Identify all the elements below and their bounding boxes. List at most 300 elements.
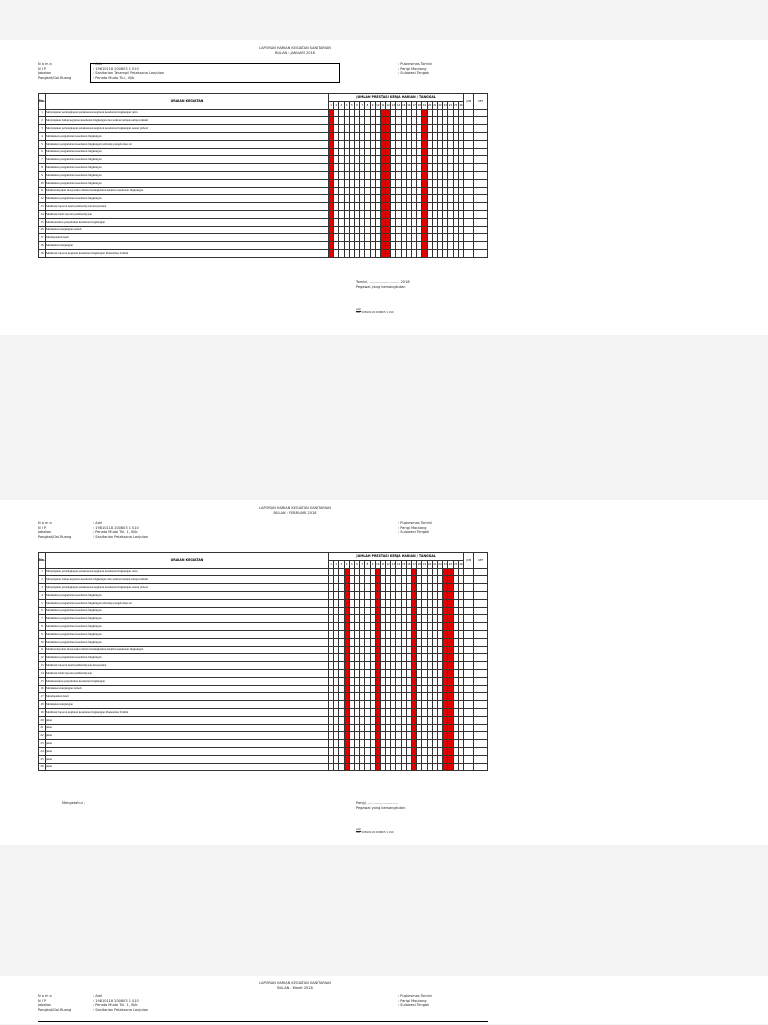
row-total bbox=[464, 677, 474, 685]
row-number: 1 bbox=[39, 568, 46, 576]
day-header: 16 bbox=[406, 101, 411, 109]
employee-info: N a m a : Adri N I P : 19810118 200803 1 010 Jabatan : Sanitarian Terampil Pelaksana Lanjutan Pangkat/Gol.Ruang : Penata Muda Tk.I, III/b bbox=[38, 62, 165, 80]
row-activity: Melaksanakan penyuluhan kesehatan lingkungan bbox=[46, 218, 329, 226]
day-header: 17 bbox=[412, 101, 417, 109]
table-row bbox=[39, 164, 488, 172]
row-activity: piket bbox=[46, 732, 329, 740]
row-note bbox=[474, 195, 488, 203]
row-number: 4 bbox=[39, 132, 46, 140]
row-number: 5 bbox=[39, 140, 46, 148]
day-header: 19 bbox=[422, 101, 427, 109]
row-number: 8 bbox=[39, 164, 46, 172]
table-row bbox=[39, 195, 488, 203]
row-note bbox=[474, 125, 488, 133]
row-note bbox=[474, 568, 488, 576]
table-row bbox=[39, 187, 488, 195]
day-header: 10 bbox=[375, 560, 380, 568]
day-header: 13 bbox=[391, 560, 396, 568]
row-note bbox=[474, 724, 488, 732]
col-jml-header: JUM bbox=[464, 553, 474, 569]
table-row bbox=[39, 568, 488, 576]
row-number: 11 bbox=[39, 646, 46, 654]
day-header: 10 bbox=[375, 101, 380, 109]
report-title: LAPORAN HARIAN KEGIATAN SANITARIAN BULAN : JANUARI 2018 bbox=[259, 46, 331, 55]
row-note bbox=[474, 140, 488, 148]
row-note bbox=[474, 132, 488, 140]
row-total bbox=[464, 615, 474, 623]
row-note bbox=[474, 117, 488, 125]
row-note bbox=[474, 615, 488, 623]
table-row bbox=[39, 210, 488, 218]
row-total bbox=[464, 630, 474, 638]
row-number: 19 bbox=[39, 708, 46, 716]
row-note bbox=[474, 763, 488, 771]
row-total bbox=[464, 576, 474, 584]
day-header: 9 bbox=[370, 101, 375, 109]
row-number: 5 bbox=[39, 599, 46, 607]
row-number: 11 bbox=[39, 187, 46, 195]
day-header: 5 bbox=[349, 560, 354, 568]
row-note bbox=[474, 607, 488, 615]
row-activity: Melakukan pengamatan kesehatan lingkungan bbox=[46, 630, 329, 638]
row-note bbox=[474, 701, 488, 709]
employee-info: N a m a : Adri N I P : 19810118 200803 1 010 Jabatan : Penata Muda Tkl. 1, III/b Pangkat/Gol.Ruang : Sanitarian Pelaksana Lanjutan bbox=[38, 521, 149, 539]
row-note bbox=[474, 623, 488, 631]
row-activity: Menyiapkan bahan kegiatan kesehatan lingkungan dan sanitasi tempat-tempat umum bbox=[46, 117, 329, 125]
row-total bbox=[464, 693, 474, 701]
row-activity: piket bbox=[46, 724, 329, 732]
row-total bbox=[464, 171, 474, 179]
row-total bbox=[464, 164, 474, 172]
row-activity: Membuat laporan hasil pemberdayaan masyarakat bbox=[46, 203, 329, 211]
day-header: 13 bbox=[391, 101, 396, 109]
table-row bbox=[39, 156, 488, 164]
row-activity: Melakukan pengamatan kesehatan lingkungan bbox=[46, 638, 329, 646]
day-header: 2 bbox=[334, 560, 339, 568]
row-total bbox=[464, 187, 474, 195]
row-note bbox=[474, 148, 488, 156]
row-number: 8 bbox=[39, 623, 46, 631]
day-header: 14 bbox=[396, 101, 401, 109]
row-note bbox=[474, 187, 488, 195]
activity-table bbox=[38, 93, 488, 258]
row-activity: Melakukan pengamatan kesehatan lingkungan terhadap pengelolaan air bbox=[46, 599, 329, 607]
row-activity: Melakukan pengamatan kesehatan lingkungan bbox=[46, 615, 329, 623]
row-number: 13 bbox=[39, 662, 46, 670]
table-header-row bbox=[39, 94, 488, 102]
footer-right: Tomini, ........................... 2018 Pegawai yang bersangkutan bbox=[356, 280, 410, 289]
row-total bbox=[464, 763, 474, 771]
table-row bbox=[39, 584, 488, 592]
row-activity: Menyiapkan perlengkapan pelaksanaan kegiatan kesehatan lingkungan sesuai jadwal bbox=[46, 584, 329, 592]
table-row bbox=[39, 226, 488, 234]
row-activity: Melakukan pengamatan kesehatan lingkungan bbox=[46, 171, 329, 179]
row-activity: Melakukan pengamatan kesehatan lingkungan bbox=[46, 591, 329, 599]
row-activity: Melakukan pengamatan kesehatan lingkungan bbox=[46, 156, 329, 164]
row-note bbox=[474, 708, 488, 716]
row-total bbox=[464, 140, 474, 148]
day-header: 23 bbox=[443, 101, 448, 109]
row-note bbox=[474, 654, 488, 662]
day-header: 11 bbox=[380, 560, 385, 568]
row-number: 18 bbox=[39, 701, 46, 709]
table-row bbox=[39, 109, 488, 117]
row-total bbox=[464, 249, 474, 257]
row-total bbox=[464, 740, 474, 748]
table-row bbox=[39, 740, 488, 748]
row-number: 15 bbox=[39, 677, 46, 685]
row-total bbox=[464, 203, 474, 211]
day-header: 19 bbox=[422, 560, 427, 568]
row-activity: Melakukan kunjungan bbox=[46, 242, 329, 250]
row-note bbox=[474, 599, 488, 607]
table-row bbox=[39, 203, 488, 211]
day-header: 1 bbox=[329, 101, 334, 109]
row-note bbox=[474, 646, 488, 654]
table-row bbox=[39, 708, 488, 716]
day-header: 4 bbox=[344, 101, 349, 109]
row-note bbox=[474, 638, 488, 646]
row-number: 3 bbox=[39, 584, 46, 592]
day-header: 14 bbox=[396, 560, 401, 568]
row-number: 4 bbox=[39, 591, 46, 599]
row-activity: Membuat hasil laporan pemberdayaan bbox=[46, 210, 329, 218]
day-header: 2 bbox=[334, 101, 339, 109]
row-activity: piket bbox=[46, 763, 329, 771]
row-total bbox=[464, 623, 474, 631]
table-row bbox=[39, 132, 488, 140]
col-no-header: No. bbox=[39, 553, 46, 569]
day-header: 8 bbox=[365, 560, 370, 568]
row-activity: Melakukan kunjungan rumah bbox=[46, 685, 329, 693]
row-note bbox=[474, 210, 488, 218]
day-header: 15 bbox=[401, 560, 406, 568]
row-total bbox=[464, 195, 474, 203]
day-header: 21 bbox=[432, 101, 437, 109]
col-jumlah-header: JUMLAH PRESTASI KERJA HARIAN / TANGGAL bbox=[329, 553, 464, 561]
table-row bbox=[39, 747, 488, 755]
row-activity: Melakukan pengamatan kesehatan lingkungan bbox=[46, 179, 329, 187]
row-activity: piket bbox=[46, 716, 329, 724]
location-info: : Puskesmas Tomini : Parigi Moutong : Sulawesi Tengah bbox=[398, 62, 433, 76]
row-note bbox=[474, 755, 488, 763]
day-header: 25 bbox=[453, 101, 458, 109]
row-activity: Menyiapkan perlengkapan pelaksanaan kegiatan kesehatan lingkungan rutin bbox=[46, 568, 329, 576]
table-row bbox=[39, 685, 488, 693]
table-row bbox=[39, 234, 488, 242]
row-activity: Memberdayakan masyarakat dalam meningkatkan kualitas kesehatan lingkungan bbox=[46, 646, 329, 654]
table-row bbox=[39, 623, 488, 631]
row-number: 21 bbox=[39, 724, 46, 732]
table-row bbox=[39, 179, 488, 187]
employee-signature: Adri NIP. 19810118 200803 1 010 bbox=[356, 828, 394, 835]
table-row bbox=[39, 242, 488, 250]
row-number: 3 bbox=[39, 125, 46, 133]
row-number: 12 bbox=[39, 654, 46, 662]
day-header: 22 bbox=[437, 560, 442, 568]
row-activity: Melakukan kunjungan bbox=[46, 701, 329, 709]
day-header: 21 bbox=[432, 560, 437, 568]
day-header: 3 bbox=[339, 560, 344, 568]
row-note bbox=[474, 234, 488, 242]
table-row bbox=[39, 630, 488, 638]
report-page-january-footer bbox=[0, 275, 768, 335]
row-activity: Melakukan pengamatan kesehatan lingkungan terhadap pengelolaan air bbox=[46, 140, 329, 148]
day-header: 18 bbox=[417, 101, 422, 109]
day-header: 11 bbox=[380, 101, 385, 109]
day-header: 24 bbox=[448, 560, 453, 568]
row-total bbox=[464, 685, 474, 693]
row-note bbox=[474, 218, 488, 226]
table-row bbox=[39, 591, 488, 599]
row-note bbox=[474, 156, 488, 164]
table-row bbox=[39, 755, 488, 763]
report-title: LAPORAN HARIAN KEGIATAN SANITARIAN BULAN : FEBRUARI 2018 bbox=[259, 506, 331, 515]
report-page-january bbox=[0, 40, 768, 275]
table-row bbox=[39, 701, 488, 709]
row-number: 9 bbox=[39, 630, 46, 638]
row-total bbox=[464, 701, 474, 709]
row-number: 9 bbox=[39, 171, 46, 179]
table-row bbox=[39, 140, 488, 148]
table-row bbox=[39, 576, 488, 584]
row-activity: Membuat hasil laporan pemberdayaan bbox=[46, 669, 329, 677]
row-total bbox=[464, 669, 474, 677]
col-uraian-header: URAIAN KEGIATAN bbox=[46, 553, 329, 569]
row-number: 13 bbox=[39, 203, 46, 211]
location-info: : Puskesmas Tomini : Parigi Moutong : Sulawesi Tengah bbox=[398, 521, 433, 535]
table-row bbox=[39, 724, 488, 732]
day-header: 26 bbox=[458, 101, 464, 109]
row-total bbox=[464, 132, 474, 140]
row-number: 2 bbox=[39, 117, 46, 125]
row-activity: piket bbox=[46, 747, 329, 755]
row-total bbox=[464, 708, 474, 716]
location-info: : Puskesmas Tomini : Parigi Moutong : Sulawesi Tengah bbox=[398, 994, 433, 1008]
day-header: 12 bbox=[386, 560, 391, 568]
row-note bbox=[474, 732, 488, 740]
row-number: 17 bbox=[39, 234, 46, 242]
row-number: 6 bbox=[39, 607, 46, 615]
row-number: 23 bbox=[39, 740, 46, 748]
row-number: 6 bbox=[39, 148, 46, 156]
table-row bbox=[39, 218, 488, 226]
table-row bbox=[39, 249, 488, 257]
row-note bbox=[474, 693, 488, 701]
col-jumlah-header: JUMLAH PRESTASI KERJA HARIAN / TANGGAL bbox=[329, 94, 464, 102]
day-header: 6 bbox=[354, 101, 359, 109]
row-activity: Melakukan pengamatan kesehatan lingkungan bbox=[46, 654, 329, 662]
row-activity: Mendapatkan hasil bbox=[46, 693, 329, 701]
table-row bbox=[39, 669, 488, 677]
row-total bbox=[464, 747, 474, 755]
row-number: 14 bbox=[39, 669, 46, 677]
day-header: 26 bbox=[458, 560, 464, 568]
employee-info: N a m a : Adri N I P : 19810118 200803 1 010 Jabatan : Penata Muda Tkl. 1, III/b Pangkat/Gol.Ruang : Sanitarian Pelaksana Lanjutan bbox=[38, 994, 149, 1012]
footer-right: Parigi, ........................... Pegawai yang bersangkutan bbox=[356, 801, 406, 810]
table-header-row bbox=[39, 553, 488, 561]
row-activity: Membuat laporan kegiatan kesehatan lingkungan Puskesmas Tomini bbox=[46, 249, 329, 257]
info-box bbox=[90, 63, 340, 83]
row-number: 10 bbox=[39, 179, 46, 187]
row-note bbox=[474, 249, 488, 257]
row-note bbox=[474, 576, 488, 584]
row-total bbox=[464, 218, 474, 226]
row-total bbox=[464, 716, 474, 724]
row-activity: Melakukan pengamatan kesehatan lingkungan bbox=[46, 195, 329, 203]
row-number: 14 bbox=[39, 210, 46, 218]
row-total bbox=[464, 109, 474, 117]
day-header: 16 bbox=[406, 560, 411, 568]
row-activity: Membuat laporan kegiatan kesehatan lingkungan Puskesmas Tomini bbox=[46, 708, 329, 716]
row-note bbox=[474, 630, 488, 638]
row-note bbox=[474, 669, 488, 677]
row-note bbox=[474, 109, 488, 117]
col-jml-header: JUM bbox=[464, 94, 474, 110]
day-header: 4 bbox=[344, 560, 349, 568]
row-number: 22 bbox=[39, 732, 46, 740]
row-note bbox=[474, 203, 488, 211]
day-header: 15 bbox=[401, 101, 406, 109]
table-row bbox=[39, 638, 488, 646]
row-activity: piket bbox=[46, 740, 329, 748]
row-activity: Melakukan pengamatan kesehatan lingkungan bbox=[46, 623, 329, 631]
row-activity: Membuat laporan hasil pemberdayaan masyarakat bbox=[46, 662, 329, 670]
row-note bbox=[474, 242, 488, 250]
row-number: 1 bbox=[39, 109, 46, 117]
row-activity: Menyiapkan perlengkapan pelaksanaan kegiatan kesehatan lingkungan rutin bbox=[46, 109, 329, 117]
row-note bbox=[474, 226, 488, 234]
row-number: 15 bbox=[39, 218, 46, 226]
col-no-header: No. bbox=[39, 94, 46, 110]
row-number: 12 bbox=[39, 195, 46, 203]
day-header: 18 bbox=[417, 560, 422, 568]
table-row bbox=[39, 693, 488, 701]
table-row bbox=[39, 763, 488, 771]
table-row bbox=[39, 662, 488, 670]
col-uraian-header: URAIAN KEGIATAN bbox=[46, 94, 329, 110]
row-number: 19 bbox=[39, 249, 46, 257]
day-header: 6 bbox=[354, 560, 359, 568]
day-header: 20 bbox=[427, 101, 432, 109]
row-total bbox=[464, 662, 474, 670]
row-activity: Memberdayakan masyarakat dalam meningkatkan kualitas kesehatan lingkungan bbox=[46, 187, 329, 195]
day-header: 23 bbox=[443, 560, 448, 568]
col-ket-header: KET bbox=[474, 94, 488, 110]
footer-left: Mengetahui : bbox=[62, 801, 85, 805]
row-note bbox=[474, 164, 488, 172]
row-number: 18 bbox=[39, 242, 46, 250]
table-row bbox=[39, 171, 488, 179]
day-header: 25 bbox=[453, 560, 458, 568]
row-number: 7 bbox=[39, 615, 46, 623]
col-ket-header: KET bbox=[474, 553, 488, 569]
row-total bbox=[464, 646, 474, 654]
row-activity: Melakukan pengamatan kesehatan lingkungan bbox=[46, 164, 329, 172]
day-header: 1 bbox=[329, 560, 334, 568]
employee-signature: Adri NIP. 19810118 200803 1 010 bbox=[356, 308, 394, 315]
row-total bbox=[464, 148, 474, 156]
table-row bbox=[39, 732, 488, 740]
row-note bbox=[474, 584, 488, 592]
day-header: 9 bbox=[370, 560, 375, 568]
day-header: 24 bbox=[448, 101, 453, 109]
row-activity: Melaksanakan penyuluhan kesehatan lingkungan bbox=[46, 677, 329, 685]
table-row bbox=[39, 646, 488, 654]
row-total bbox=[464, 234, 474, 242]
table-row bbox=[39, 125, 488, 133]
row-activity: Melakukan pengamatan kesehatan lingkungan bbox=[46, 607, 329, 615]
row-total bbox=[464, 591, 474, 599]
row-note bbox=[474, 716, 488, 724]
row-activity: Melakukan kunjungan rumah bbox=[46, 226, 329, 234]
report-page-march bbox=[0, 976, 768, 1024]
day-header: 7 bbox=[360, 560, 365, 568]
day-header: 22 bbox=[437, 101, 442, 109]
row-note bbox=[474, 662, 488, 670]
day-header: 20 bbox=[427, 560, 432, 568]
row-number: 24 bbox=[39, 747, 46, 755]
day-header: 3 bbox=[339, 101, 344, 109]
table-row bbox=[39, 607, 488, 615]
row-activity: Menyiapkan perlengkapan pelaksanaan kegiatan kesehatan lingkungan sesuai jadwal bbox=[46, 125, 329, 133]
row-total bbox=[464, 599, 474, 607]
row-total bbox=[464, 584, 474, 592]
row-note bbox=[474, 677, 488, 685]
row-number: 26 bbox=[39, 763, 46, 771]
row-number: 17 bbox=[39, 693, 46, 701]
row-total bbox=[464, 724, 474, 732]
day-header: 8 bbox=[365, 101, 370, 109]
table-row bbox=[39, 654, 488, 662]
table-row bbox=[39, 677, 488, 685]
row-number: 10 bbox=[39, 638, 46, 646]
day-header: 12 bbox=[386, 101, 391, 109]
row-note bbox=[474, 591, 488, 599]
table-edge bbox=[38, 1021, 488, 1025]
table-row bbox=[39, 117, 488, 125]
row-total bbox=[464, 125, 474, 133]
row-total bbox=[464, 638, 474, 646]
row-activity: Melakukan pengamatan kesehatan lingkungan bbox=[46, 148, 329, 156]
row-total bbox=[464, 226, 474, 234]
row-number: 25 bbox=[39, 755, 46, 763]
day-header: 7 bbox=[360, 101, 365, 109]
table-row bbox=[39, 716, 488, 724]
row-activity: Mendapatkan hasil bbox=[46, 234, 329, 242]
table-row bbox=[39, 615, 488, 623]
day-header: 17 bbox=[412, 560, 417, 568]
row-number: 7 bbox=[39, 156, 46, 164]
row-total bbox=[464, 179, 474, 187]
row-total bbox=[464, 607, 474, 615]
row-total bbox=[464, 242, 474, 250]
report-page-february bbox=[0, 500, 768, 845]
row-number: 16 bbox=[39, 685, 46, 693]
row-number: 2 bbox=[39, 576, 46, 584]
row-total bbox=[464, 156, 474, 164]
row-activity: Menyiapkan bahan kegiatan kesehatan lingkungan dan sanitasi tempat-tempat umum bbox=[46, 576, 329, 584]
row-note bbox=[474, 740, 488, 748]
table-row bbox=[39, 599, 488, 607]
row-note bbox=[474, 179, 488, 187]
row-note bbox=[474, 685, 488, 693]
row-total bbox=[464, 117, 474, 125]
row-total bbox=[464, 654, 474, 662]
activity-table bbox=[38, 552, 488, 771]
day-header: 5 bbox=[349, 101, 354, 109]
row-activity: piket bbox=[46, 755, 329, 763]
